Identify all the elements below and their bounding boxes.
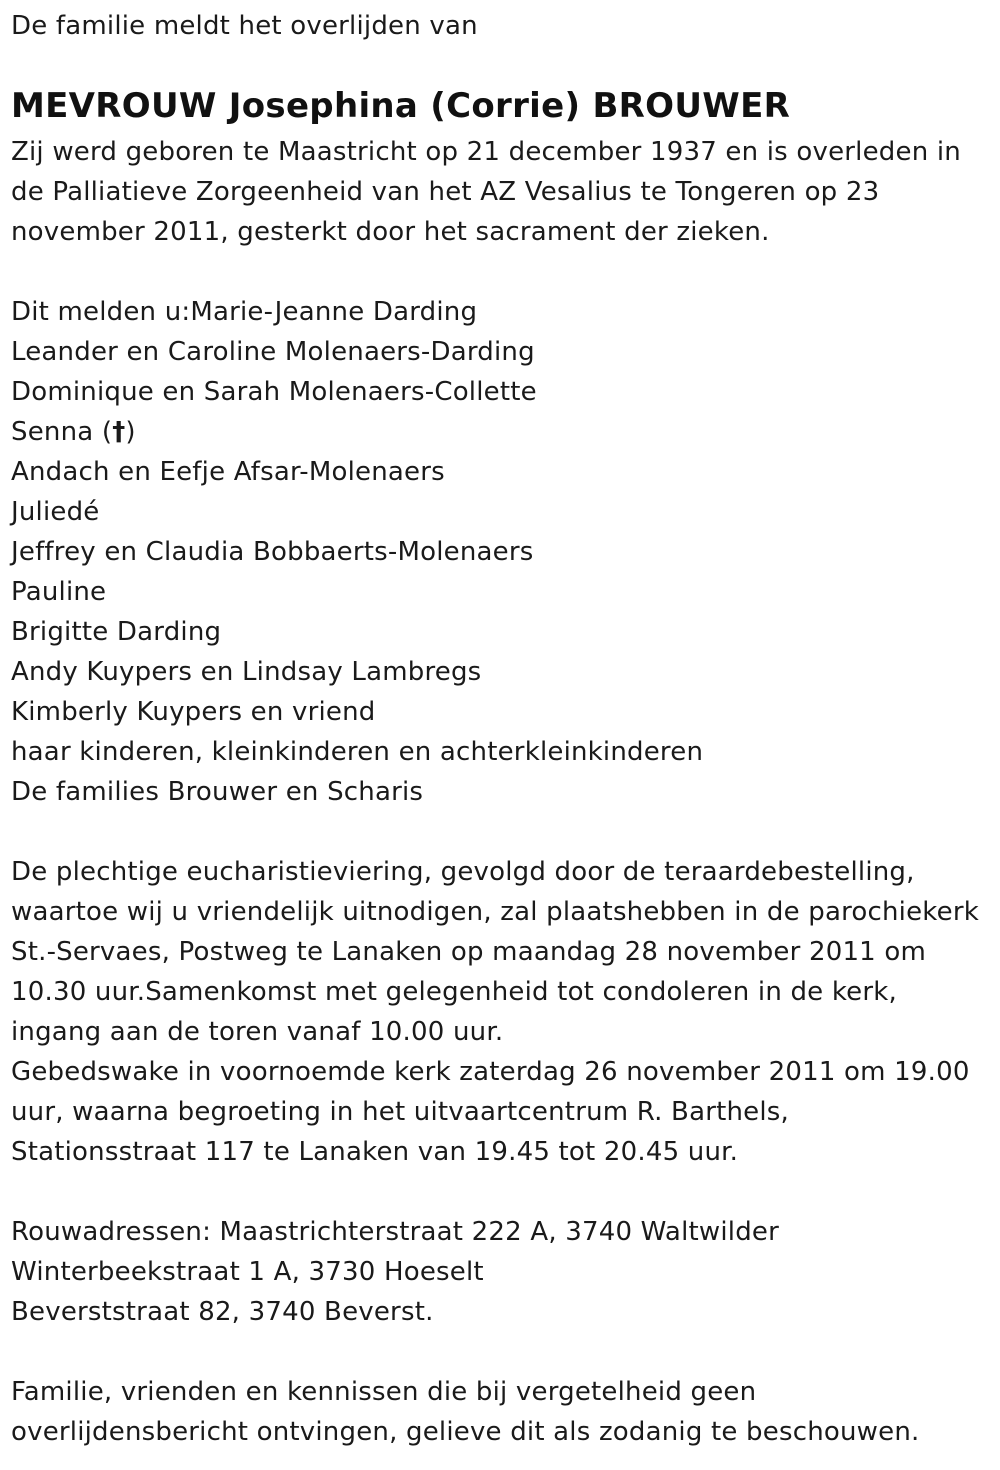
deceased-name: MEVROUW Josephina (Corrie) BROUWER [11,86,791,126]
ceremony-paragraph [11,852,1000,1172]
text-line: St.-Servaes, Postweg te Lanaken op maandag 28 november 2011 om [11,937,927,967]
family-member: Leander en Caroline Molenaers-Darding [11,337,535,367]
family-member: Andach en Eefje Afsar-Molenaers [11,457,445,487]
text-line: De plechtige eucharistieviering, gevolgd door de teraardebestelling, [11,857,915,887]
family-member: Pauline [11,577,107,607]
text-line: overlijdensbericht ontvingen, gelieve dit als zodanig te beschouwen. [11,1417,920,1447]
closing-paragraph [11,1372,1000,1452]
text-line: waartoe wij u vriendelijk uitnodigen, zal plaatshebben in de parochiekerk [11,897,979,927]
text-line: de Palliatieve Zorgeenheid van het AZ Vesalius te Tongeren op 23 [11,177,880,207]
senna-name: Senna ( [11,417,113,447]
family-member: Andy Kuypers en Lindsay Lambregs [11,657,482,687]
text-line: uur, waarna begroeting in het uitvaartcentrum R. Barthels, [11,1097,789,1127]
intro-text: De familie meldt het overlijden van [11,11,478,41]
text-line: Familie, vrienden en kennissen die bij vergetelheid geen [11,1377,757,1407]
family-member: Jeffrey en Claudia Bobbaerts-Molenaers [11,537,534,567]
text-line: 10.30 uur.Samenkomst met gelegenheid tot condoleren in de kerk, [11,977,897,1007]
text-line: Stationsstraat 117 te Lanaken van 19.45 tot 20.45 uur. [11,1137,739,1167]
family-member: haar kinderen, kleinkinderen en achterkleinkinderen [11,737,704,767]
address-line: Beverststraat 82, 3740 Beverst. [11,1297,434,1327]
family-member-senna [11,412,1000,452]
text-line: ingang aan de toren vanaf 10.00 uur. [11,1017,504,1047]
family-member: Kimberly Kuypers en vriend [11,697,376,727]
family-first-member: Marie-Jeanne Darding [190,297,478,327]
address-line: Winterbeekstraat 1 A, 3730 Hoeselt [11,1257,484,1287]
text-line: Gebedswake in voornoemde kerk zaterdag 26 november 2011 om 19.00 [11,1057,970,1087]
senna-close: ) [125,417,136,447]
text-line: Zij werd geboren te Maastricht op 21 december 1937 en is overleden in [11,137,961,167]
address-line: Rouwadressen: Maastrichterstraat 222 A, 3740 Waltwilder [11,1217,779,1247]
cross-icon: † [112,417,126,447]
family-lead: Dit melden u: [11,297,191,327]
addresses-paragraph [11,1212,1000,1332]
birth-death-paragraph [11,132,1000,252]
family-member: Brigitte Darding [11,617,222,647]
family-member: De families Brouwer en Scharis [11,777,424,807]
family-lead-line [11,292,1000,332]
family-list [11,292,1000,812]
family-member: Dominique en Sarah Molenaers-Collette [11,377,537,407]
family-member: Juliedé [11,497,100,527]
text-line: november 2011, gesterkt door het sacrament der zieken. [11,217,770,247]
